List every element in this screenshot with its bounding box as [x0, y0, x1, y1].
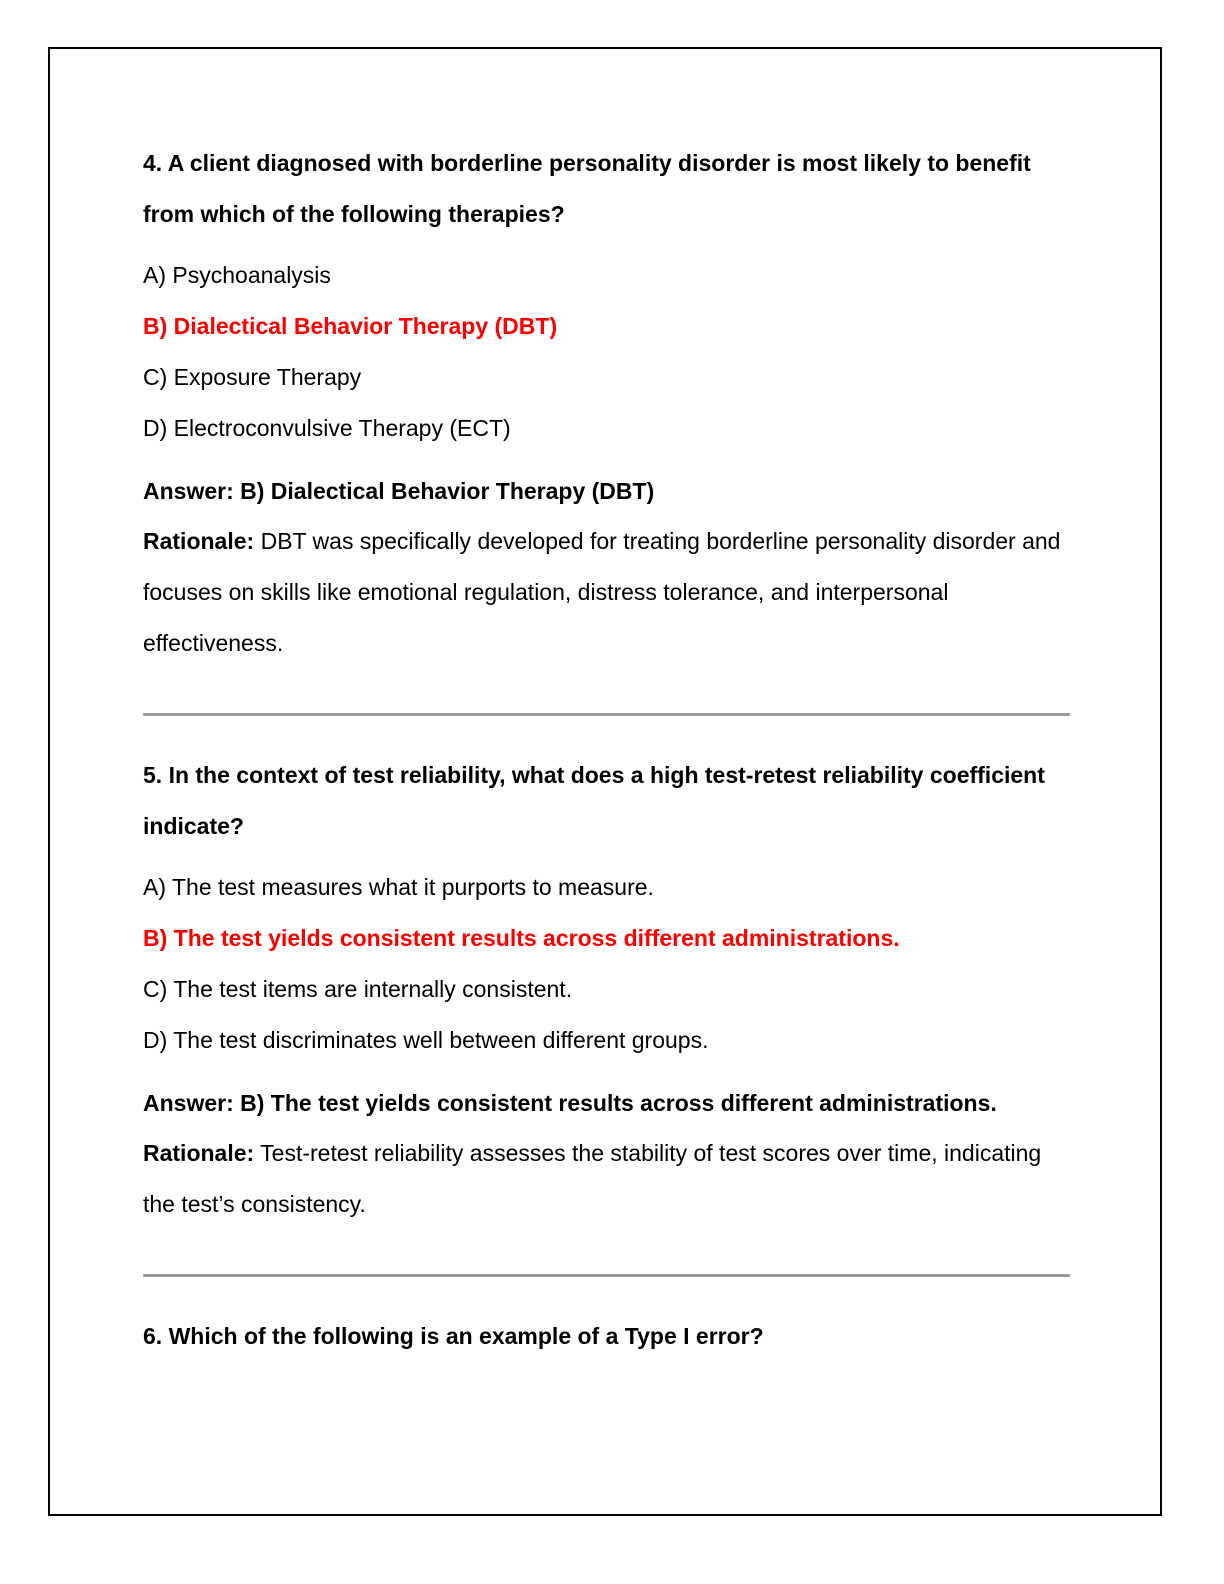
- question-text: 4. A client diagnosed with borderline personality disorder is most likely to benefit from which of the following therapies?: [143, 150, 1031, 227]
- option-a: A) The test measures what it purports to measure.: [143, 874, 654, 900]
- question-text: 6. Which of the following is an example of a Type I error?: [143, 1323, 764, 1349]
- options-list: [143, 250, 1073, 454]
- options-list: [143, 862, 1073, 1066]
- option-b-correct: B) The test yields consistent results across different administrations.: [143, 925, 900, 951]
- question-block-5: [143, 750, 1073, 1230]
- rationale-text: DBT was specifically developed for treating borderline personality disorder and focuses on skills like emotional regulation, distress tolerance, and interpersonal effectiveness.: [143, 528, 1061, 656]
- option-d: D) Electroconvulsive Therapy (ECT): [143, 415, 511, 441]
- option-c: C) Exposure Therapy: [143, 364, 362, 390]
- question-block-4: [143, 138, 1073, 669]
- option-c: C) The test items are internally consistent.: [143, 976, 573, 1002]
- rationale-label: Rationale:: [143, 528, 255, 554]
- question-block-6: [143, 1311, 1073, 1362]
- rationale-label: Rationale:: [143, 1140, 255, 1166]
- answer-line: Answer: B) The test yields consistent results across different administrations.: [143, 1090, 997, 1116]
- rationale: [143, 1128, 1073, 1230]
- section-divider: [143, 1274, 1070, 1277]
- rationale: [143, 516, 1073, 669]
- section-divider: [143, 713, 1070, 716]
- option-a: A) Psychoanalysis: [143, 262, 331, 288]
- option-d: D) The test discriminates well between different groups.: [143, 1027, 709, 1053]
- question-text: 5. In the context of test reliability, what does a high test-retest reliability coefficient indicate?: [143, 762, 1045, 839]
- rationale-text: Test-retest reliability assesses the stability of test scores over time, indicating the test’s consistency.: [143, 1140, 1042, 1217]
- document-content: [143, 138, 1073, 1362]
- answer-line: Answer: B) Dialectical Behavior Therapy (DBT): [143, 478, 655, 504]
- option-b-correct: B) Dialectical Behavior Therapy (DBT): [143, 313, 558, 339]
